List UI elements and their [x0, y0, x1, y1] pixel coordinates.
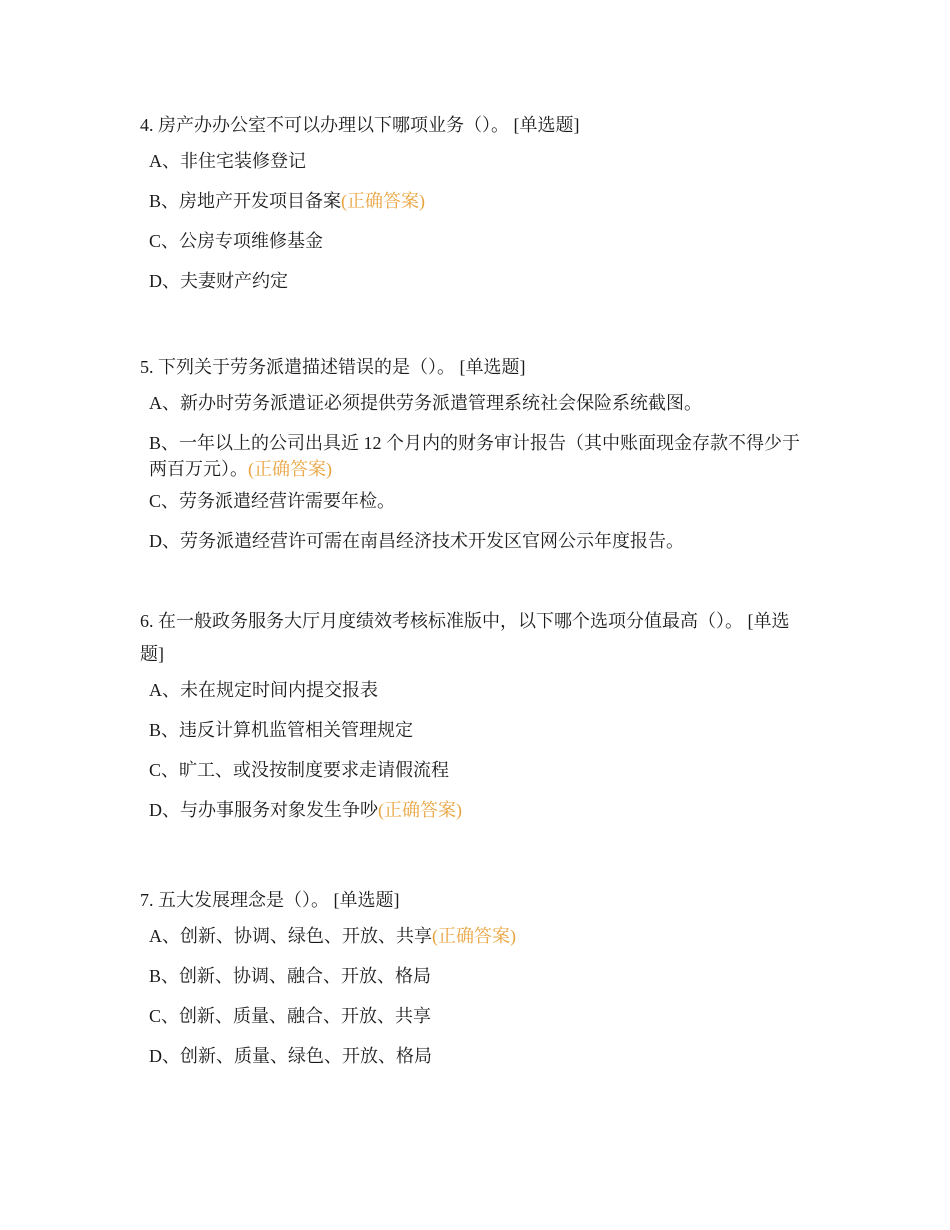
- option-text: C、劳务派遣经营许需要年检。: [149, 491, 396, 511]
- question-5: [140, 351, 810, 568]
- option-b: [149, 188, 810, 214]
- correct-answer-marker: (正确答案): [341, 191, 426, 211]
- option-a: [149, 390, 810, 416]
- option-text: D、夫妻财产约定: [149, 271, 288, 291]
- question-4: [140, 109, 810, 308]
- question-title: 7. 五大发展理念是（）。 [单选题]: [140, 890, 400, 910]
- question-title: 5. 下列关于劳务派遣描述错误的是（）。 [单选题]: [140, 357, 526, 377]
- correct-answer-marker: (正确答案): [378, 800, 462, 820]
- option-b: [149, 717, 810, 743]
- option-text: D、创新、质量、绿色、开放、格局: [149, 1046, 432, 1066]
- option-text: A、新办时劳务派遣证必须提供劳务派遣管理系统社会保险系统截图。: [149, 393, 702, 413]
- option-text: B、一年以上的公司出具近 12 个月内的财务审计报告（其中账面现金存款不得少于两百万元）。: [149, 433, 801, 479]
- option-a: [149, 677, 810, 703]
- option-c: [149, 1003, 810, 1029]
- option-a: [149, 148, 810, 174]
- option-d: [149, 797, 810, 823]
- option-d: [149, 268, 810, 294]
- correct-answer-marker: (正确答案): [432, 926, 516, 946]
- option-c: [149, 757, 810, 783]
- option-text: D、劳务派遣经营许可需在南昌经济技术开发区官网公示年度报告。: [149, 531, 684, 551]
- option-list: [140, 923, 810, 1069]
- option-text: A、非住宅装修登记: [149, 151, 306, 171]
- option-text: A、创新、协调、绿色、开放、共享: [149, 926, 432, 946]
- option-text: C、创新、质量、融合、开放、共享: [149, 1006, 432, 1026]
- option-list: [140, 390, 810, 554]
- option-b: [149, 430, 810, 482]
- option-text: C、公房专项维修基金: [149, 231, 324, 251]
- option-text: B、创新、协调、融合、开放、格局: [149, 966, 432, 986]
- option-text: B、房地产开发项目备案: [149, 191, 342, 211]
- option-list: [140, 677, 810, 823]
- option-text: D、与办事服务对象发生争吵: [149, 800, 378, 820]
- question-7: [140, 884, 810, 1083]
- question-title: 4. 房产办办公室不可以办理以下哪项业务（）。 [单选题]: [140, 115, 580, 135]
- option-d: [149, 1043, 810, 1069]
- option-b: [149, 963, 810, 989]
- option-text: C、旷工、或没按制度要求走请假流程: [149, 760, 450, 780]
- option-list: [140, 148, 810, 294]
- question-6: [140, 605, 810, 837]
- option-text: B、违反计算机监管相关管理规定: [149, 720, 414, 740]
- correct-answer-marker: (正确答案): [248, 459, 332, 479]
- option-a: [149, 923, 810, 949]
- question-title: 6. 在一般政务服务大厅月度绩效考核标准版中，以下哪个选项分值最高（）。 [单选题]: [140, 611, 790, 664]
- option-text: A、未在规定时间内提交报表: [149, 680, 378, 700]
- option-d: [149, 528, 810, 554]
- option-c: [149, 488, 810, 514]
- option-c: [149, 228, 810, 254]
